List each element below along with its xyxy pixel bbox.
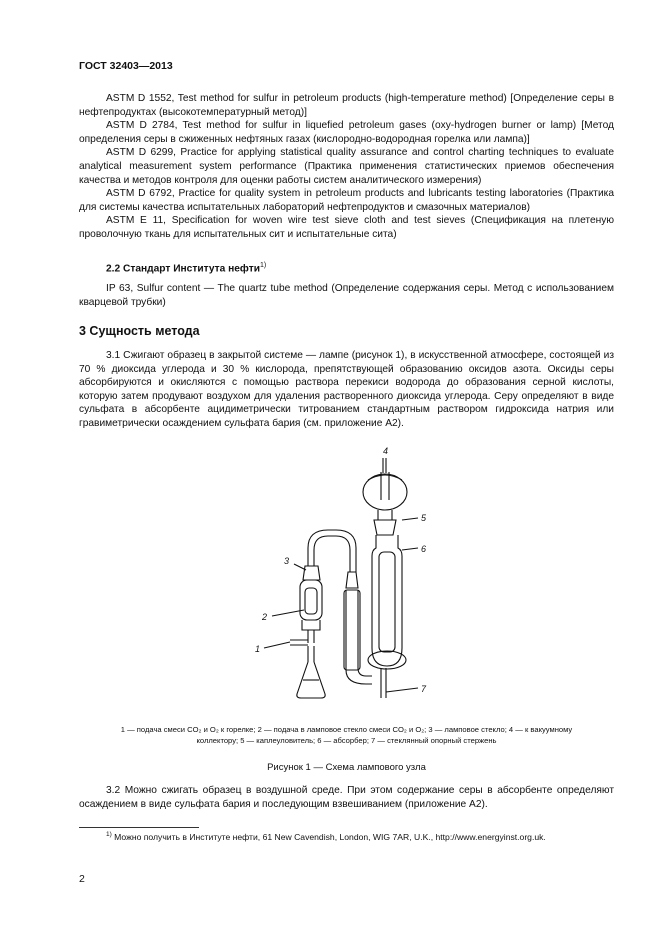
reference-item: ASTM E 11, Specification for woven wire test sieve cloth and test sieves (Спецификация на плетеную проволочную ткань для испытательных сит и испытательные сита) (79, 215, 614, 240)
document-header: ГОСТ 32403—2013 (79, 60, 173, 72)
references-list (79, 92, 614, 242)
section-3-2-text: 3.2 Можно сжигать образец в воздушной среде. При этом содержание серы в абсорбенте определяют осаждением в виде сульфата бария и последующим взвешиванием (приложение А2). (79, 785, 614, 810)
section-2-2-heading (106, 262, 266, 274)
figure-caption: Рисунок 1 — Схема лампового узла (267, 762, 426, 773)
section-3-heading: 3 Сущность метода (79, 324, 200, 338)
footnote-number: 1) (106, 831, 112, 838)
reference-item: ASTM D 6299, Practice for applying statistical quality assurance and control charting techniques to evaluate analytical measurement system performance (Практика применения статистических приемов обеспечения качества и методов контроля для оценки работы систем аналитического измерения) (79, 147, 614, 186)
section-2-2-body (79, 282, 614, 309)
section-3-1-body (79, 349, 614, 431)
figure-legend (79, 724, 614, 746)
footnote-mark: 1) (259, 262, 267, 269)
reference-item: ASTM D 6792, Practice for quality system in petroleum products and lubricants testing laboratories (Практика для системы качества испытательных лабораторий нефтепродуктов и смазочных материалов) (79, 188, 614, 213)
reference-item: ASTM D 1552, Test method for sulfur in petroleum products (high-temperature method) [Определение серы в нефтепродуктах (высокотемпературный метод)] (79, 93, 614, 118)
lamp-assembly-drawing (250, 440, 450, 710)
figure-label-2: 2 (262, 612, 268, 622)
section-2-2-heading-text: 2.2 Стандарт Института нефти (106, 263, 260, 275)
figure-label-4: 4 (383, 446, 389, 456)
page-number: 2 (79, 873, 85, 885)
figure-legend-line: 1 — подача смеси CO₂ и O₂ к горелке; 2 — подача в ламповое стекло смеси CO₂ и O₂; 3 — ламповое стекло; 4 — к вакуумному (120, 725, 573, 734)
figure-label-7: 7 (421, 684, 427, 694)
figure-label-1: 1 (255, 644, 261, 654)
section-3-2-body (79, 784, 614, 811)
lamp-assembly-figure (250, 440, 450, 710)
figure-label-6: 6 (421, 544, 427, 554)
section-3-1-text: 3.1 Сжигают образец в закрытой системе — лампе (рисунок 1), в искусственной атмосфере, состоящей из 70 % диоксида углерода и 30 % кислорода, препятствующей образованию оксидов азота. Оксиды серы абсорбируются и окисляются с помощью раствора перекиси водорода до образования серной кислоты, которую затем продувают воздухом для удаления растворенного диоксида углерода. Серу определяют в виде сульфата в абсорбенте ацидиметрически титрованием стандартным раствором гидроксида натрия или гравиметрически осаждением сульфата бария (см. приложение А2). (79, 350, 614, 429)
footnote-divider (79, 827, 199, 828)
footnote-text: Можно получить в Институте нефти, 61 New Cavendish, London, WIG 7AR, U.K., http://www.energyinst.org.uk. (114, 831, 546, 842)
section-2-2-text: IP 63, Sulfur content — The quartz tube method (Определение содержания серы. Метод с использованием кварцевой трубки) (79, 283, 614, 308)
figure-label-5: 5 (421, 513, 427, 523)
reference-item: ASTM D 2784, Test method for sulfur in liquefied petroleum gases (oxy-hydrogen burner or lamp) [Метод определения серы в сжиженных нефтяных газах (кислородно-водородная горелка или лампа)] (79, 120, 614, 145)
figure-label-3: 3 (284, 556, 290, 566)
footnote (79, 831, 614, 842)
figure-legend-line: коллектору; 5 — каплеуловитель; 6 — абсорбер; 7 — стеклянный опорный стержень (196, 736, 497, 745)
